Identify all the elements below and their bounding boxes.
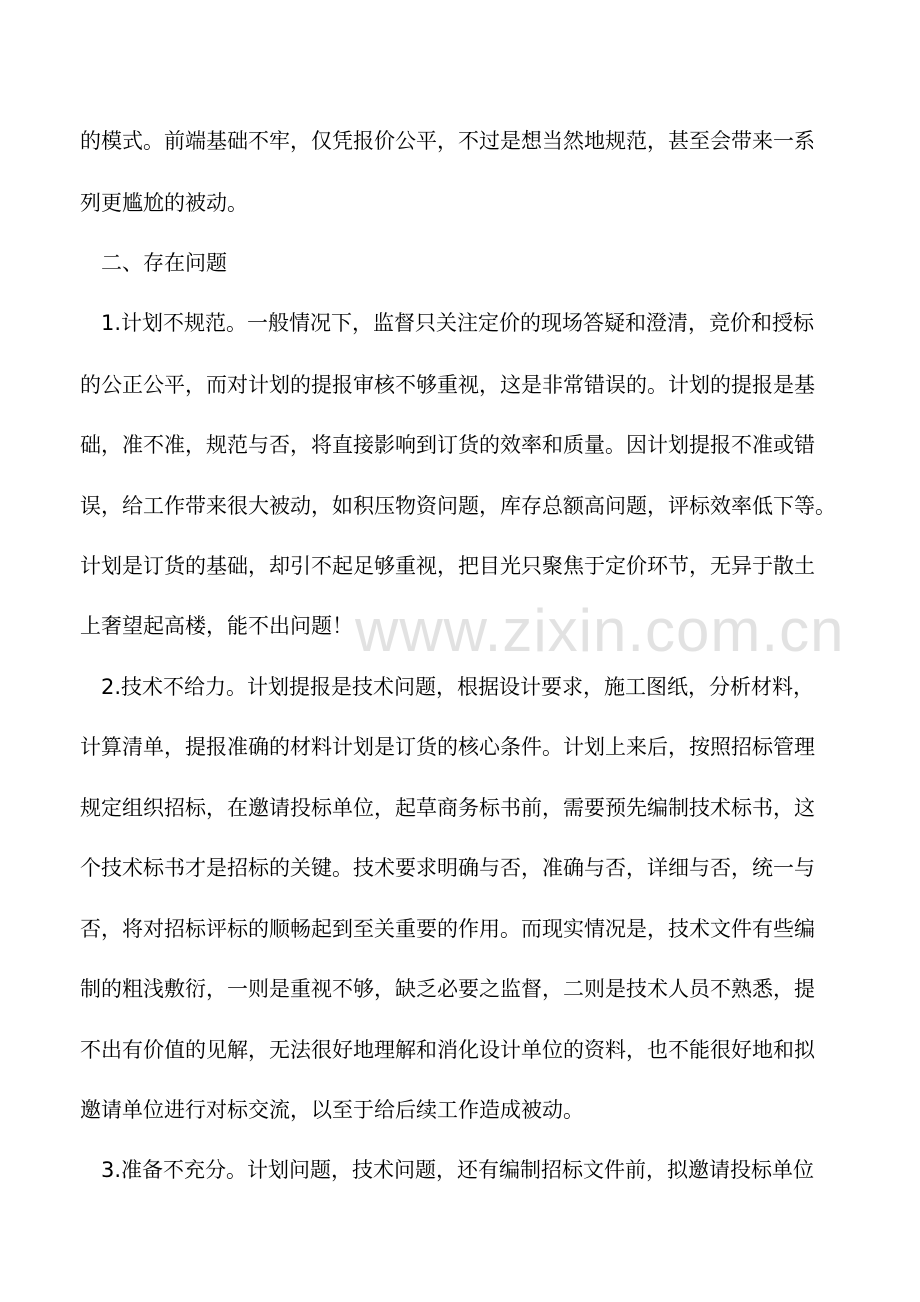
text-line: 上奢望起高楼，能不出问题！ [80,614,353,638]
text-line: 邀请单位进行对标交流，以至于给后续工作造成被动。 [80,1098,584,1122]
watermark: www.zixin.com.cn [355,597,845,664]
text-line: 的公正公平，而对计划的提报审核不够重视，这是非常错误的。计划的提报是基 [80,373,815,397]
text-line: 不出有价值的见解，无法很好地理解和消化设计单位的资料，也不能很好地和拟 [80,1038,815,1062]
text-line: 1.计划不规范。一般情况下，监督只关注定价的现场答疑和澄清，竞价和授标 [101,311,815,335]
text-line: 计划是订货的基础，却引不起足够重视，把目光只聚焦于定价环节，无异于散土 [80,554,815,578]
text-line: 础，准不准，规范与否，将直接影响到订货的效率和质量。因计划提报不准或错 [80,433,815,457]
section-heading: 二、存在问题 [101,251,227,275]
text-line: 计算清单，提报准确的材料计划是订货的核心条件。计划上来后，按照招标管理 [80,735,815,759]
text-line: 2.技术不给力。计划提报是技术问题，根据设计要求，施工图纸，分析材料， [101,675,815,699]
text-line: 3.准备不充分。计划问题，技术问题，还有编制招标文件前，拟邀请投标单位 [101,1158,815,1182]
text-line: 的模式。前端基础不牢，仅凭报价公平，不过是想当然地规范，甚至会带来一系 [80,129,815,153]
text-line: 规定组织招标，在邀请投标单位，起草商务标书前，需要预先编制技术标书，这 [80,796,815,820]
text-line: 制的粗浅敷衍，一则是重视不够，缺乏必要之监督，二则是技术人员不熟悉，提 [80,977,815,1001]
text-line: 个技术标书才是招标的关键。技术要求明确与否，准确与否，详细与否，统一与 [80,856,815,880]
text-line: 误，给工作带来很大被动，如积压物资问题，库存总额高问题，评标效率低下等。 [80,494,836,518]
text-line: 否，将对招标评标的顺畅起到至关重要的作用。而现实情况是，技术文件有些编 [80,917,815,941]
text-line: 列更尴尬的被动。 [80,191,248,215]
